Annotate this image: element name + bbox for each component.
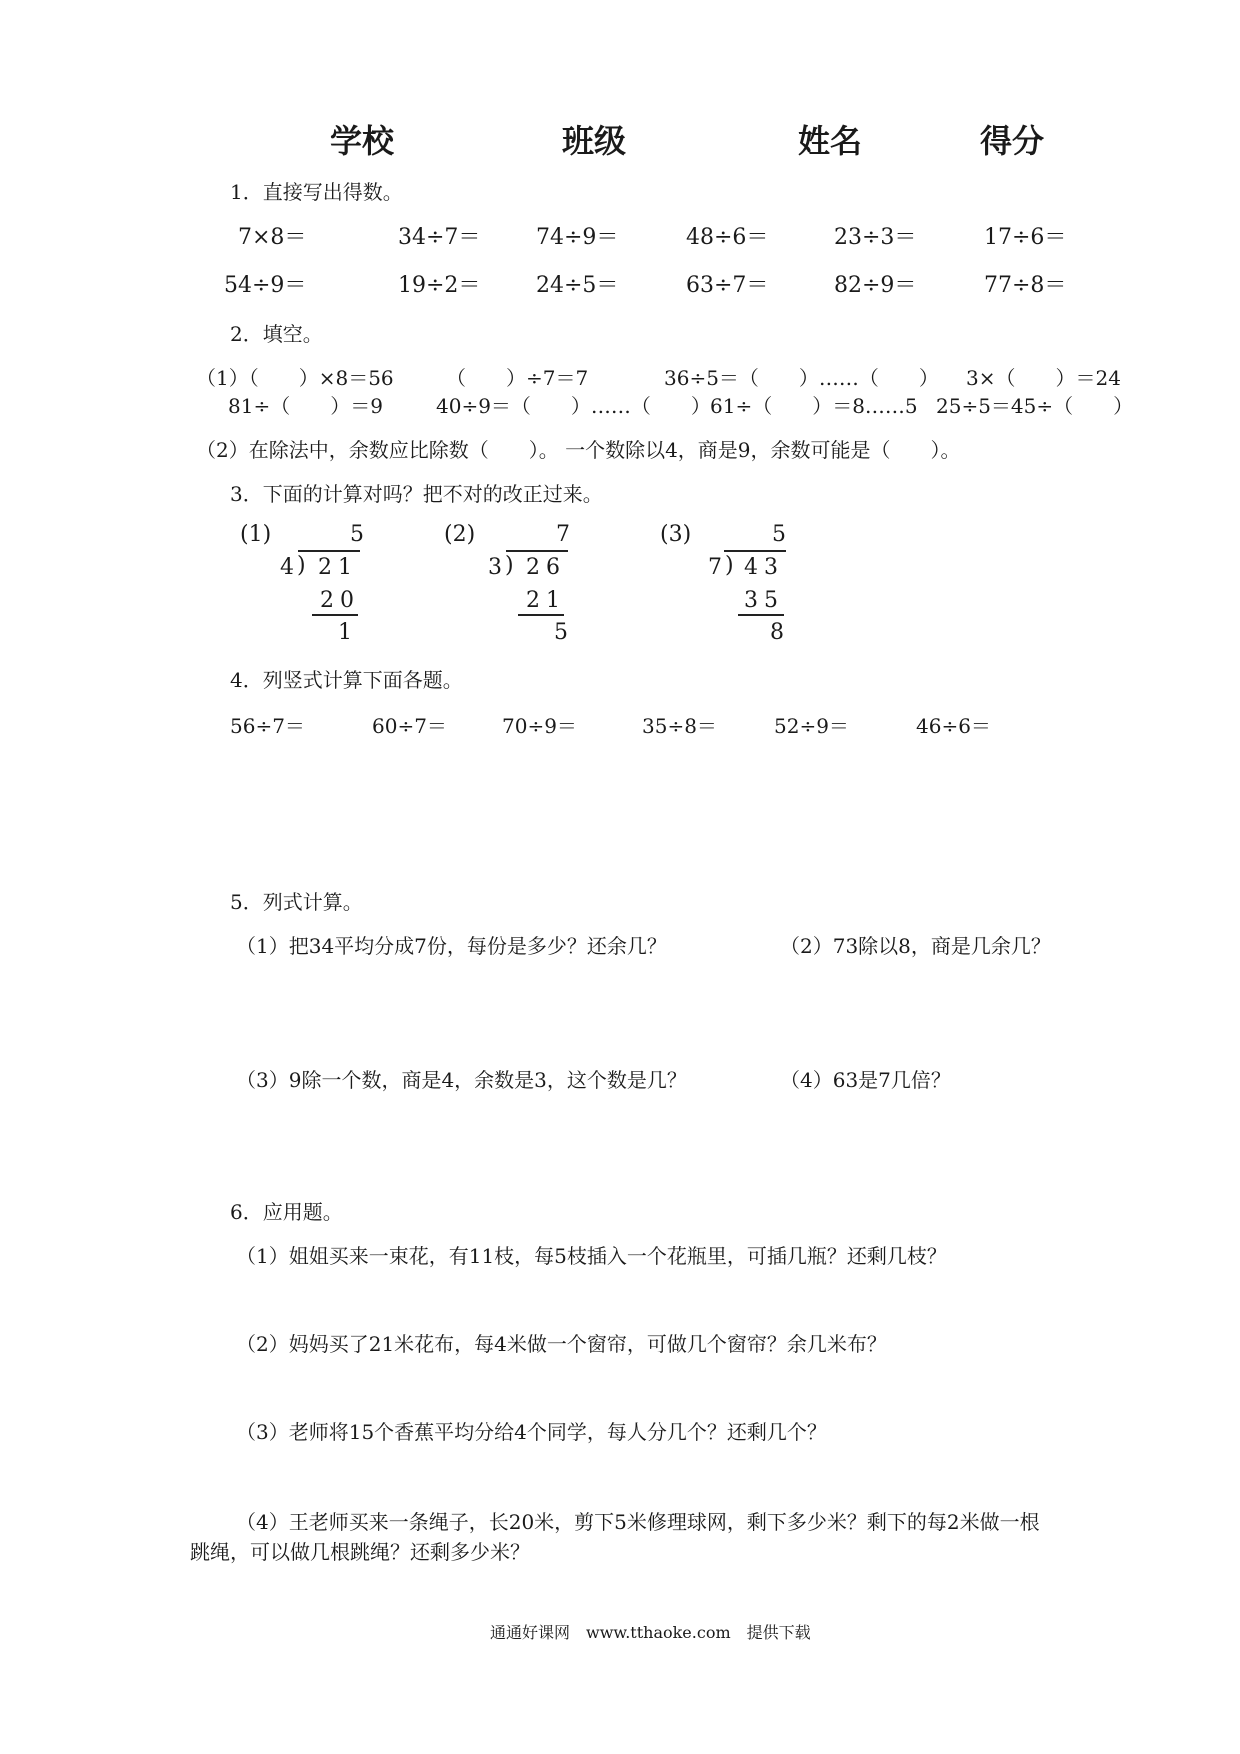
divisor: 7: [708, 555, 722, 580]
question: （1）把34平均分成7份，每份是多少？还余几？: [236, 934, 667, 958]
fill-item: （ ）÷7＝7: [446, 366, 589, 390]
footer-text: 通通好课网 www.tthaoke.com 提供下载: [490, 1623, 811, 1642]
class-label: 班级: [562, 122, 627, 160]
word-problem: （3）老师将15个香蕉平均分给4个同学，每人分几个？还剩几个？: [236, 1420, 827, 1444]
word-problem-continued: 跳绳，可以做几根跳绳？还剩多少米？: [190, 1540, 530, 1564]
division-bar: [506, 550, 568, 552]
calc-item: 77÷8＝: [984, 273, 1067, 298]
remainder: 8: [770, 620, 784, 645]
dividend: 21: [318, 555, 358, 580]
calc-item: 56÷7＝: [230, 714, 305, 738]
product: 21: [526, 588, 566, 613]
calc-item: 19÷2＝: [398, 273, 481, 298]
calc-item: 54÷9＝: [224, 273, 307, 298]
section1-title: 1．直接写出得数。: [230, 180, 403, 204]
dividend: 26: [526, 555, 566, 580]
quotient: 5: [772, 522, 786, 547]
section4-title: 4．列竖式计算下面各题。: [230, 668, 463, 692]
question: （2）73除以8，商是几余几？: [780, 934, 1051, 958]
division-bracket: ): [297, 553, 306, 578]
division-bracket: ): [725, 553, 734, 578]
section5-title: 5．列式计算。: [230, 890, 363, 914]
divisor: 3: [488, 555, 502, 580]
calc-item: 23÷3＝: [834, 225, 917, 250]
word-problem: （4）王老师买来一条绳子，长20米，剪下5米修理球网，剩下多少米？剩下的每2米做一根: [236, 1510, 1040, 1534]
fill-question-2: （2）在除法中，余数应比除数（ ）。 一个数除以4，商是9，余数可能是（ ）。: [196, 438, 961, 462]
item-label: (2): [444, 522, 476, 547]
word-problem: （1）姐姐买来一束花，有11枝，每5枝插入一个花瓶里，可插几瓶？还剩几枝？: [236, 1244, 947, 1268]
school-label: 学校: [330, 122, 395, 160]
question: （3）9除一个数，商是4，余数是3，这个数是几？: [236, 1068, 687, 1092]
subtraction-bar: [738, 614, 784, 616]
item-label: (1): [240, 522, 272, 547]
division-bar: [298, 550, 360, 552]
remainder: 1: [338, 620, 352, 645]
item-label: (3): [660, 522, 692, 547]
word-problem: （2）妈妈买了21米花布，每4米做一个窗帘，可做几个窗帘？余几米布？: [236, 1332, 887, 1356]
fill-item: （1）（ ）×8＝56: [196, 366, 394, 390]
calc-item: 46÷6＝: [916, 714, 991, 738]
question: （4）63是7几倍？: [780, 1068, 951, 1092]
calc-item: 60÷7＝: [372, 714, 447, 738]
quotient: 5: [350, 522, 364, 547]
product: 20: [320, 588, 360, 613]
division-bar: [724, 550, 786, 552]
fill-item: 81÷（ ）＝9: [228, 394, 383, 418]
subtraction-bar: [312, 614, 358, 616]
calc-item: 35÷8＝: [642, 714, 717, 738]
fill-item: 36÷5＝（ ）……（ ）: [664, 366, 939, 390]
dividend: 43: [744, 555, 784, 580]
fill-item: 40÷9＝（ ）……（ ）: [436, 394, 711, 418]
calc-item: 74÷9＝: [536, 225, 619, 250]
section2-title: 2．填空。: [230, 322, 323, 346]
calc-item: 7×8＝: [238, 225, 307, 250]
section3-title: 3．下面的计算对吗？把不对的改正过来。: [230, 482, 603, 506]
calc-item: 24÷5＝: [536, 273, 619, 298]
divisor: 4: [280, 555, 294, 580]
calc-item: 52÷9＝: [774, 714, 849, 738]
fill-item: 61÷（ ）＝8……5: [710, 394, 918, 418]
calc-item: 48÷6＝: [686, 225, 769, 250]
remainder: 5: [554, 620, 568, 645]
calc-item: 17÷6＝: [984, 225, 1067, 250]
calc-item: 82÷9＝: [834, 273, 917, 298]
fill-item: 3×（ ）＝24: [966, 366, 1121, 390]
name-label: 姓名: [798, 122, 863, 160]
product: 35: [744, 588, 784, 613]
subtraction-bar: [518, 614, 564, 616]
calc-item: 70÷9＝: [502, 714, 577, 738]
fill-item: 25÷5＝45÷（ ）: [936, 394, 1134, 418]
calc-item: 34÷7＝: [398, 225, 481, 250]
quotient: 7: [556, 522, 570, 547]
calc-item: 63÷7＝: [686, 273, 769, 298]
section6-title: 6．应用题。: [230, 1200, 343, 1224]
score-label: 得分: [980, 122, 1045, 160]
division-bracket: ): [505, 553, 514, 578]
